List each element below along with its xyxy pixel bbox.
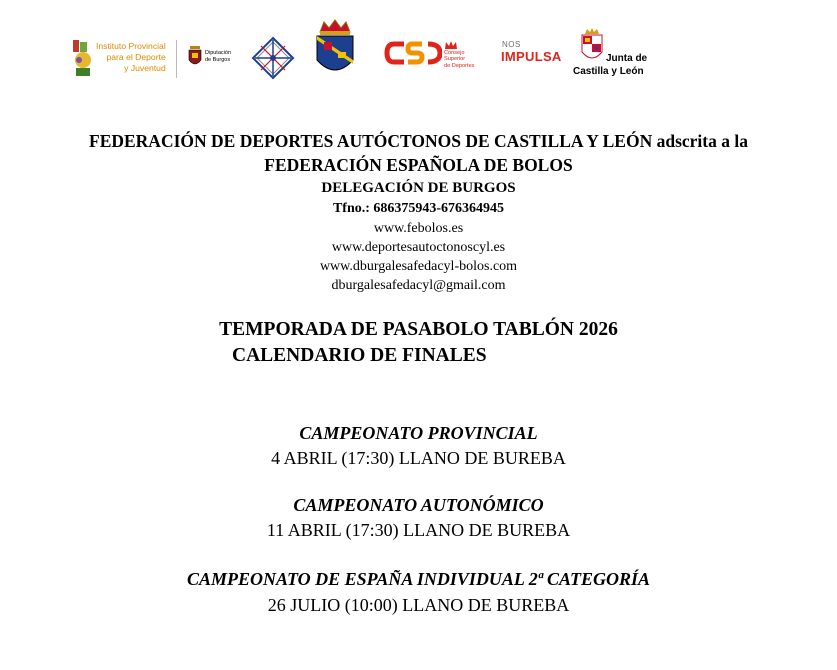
diputacion-burgos-logo <box>188 46 238 70</box>
junta-shield-icon <box>579 28 605 64</box>
phone-number: Tfno.: 686375943-676364945 <box>332 201 505 216</box>
event-name: CAMPEONATO DE ESPAÑA INDIVIDUAL 2ª CATEGORÍA <box>186 569 651 589</box>
website-febolos[interactable]: www.febolos.es <box>373 221 464 236</box>
ipdj-line2: para el Deporte <box>106 52 166 62</box>
federation-title-line1: FEDERACIÓN DE DEPORTES AUTÓCTONOS DE CASTILLA Y LEÓN adscrita a la <box>89 131 748 151</box>
junta-line2: Castilla y León <box>573 66 644 77</box>
impulsa-line1: NOS <box>502 40 521 49</box>
federation-emblem-logo <box>251 36 295 80</box>
impulsa-line2: IMPULSA <box>501 49 562 64</box>
nos-impulsa-logo <box>501 40 567 66</box>
logo-divider <box>176 40 177 78</box>
csd-logo <box>384 40 484 70</box>
season-subtitle: CALENDARIO DE FINALES <box>232 345 487 366</box>
crowned-shield-logo <box>312 18 358 80</box>
compass-star-icon <box>251 36 295 80</box>
ipdj-logo <box>70 38 178 80</box>
event-details: 4 ABRIL (17:30) LLANO DE BUREBA <box>271 448 566 468</box>
delegation-title: DELEGACIÓN DE BURGOS <box>321 180 516 196</box>
email-address[interactable]: dburgalesafedacyl@gmail.com <box>331 278 506 293</box>
ipdj-emblem-icon <box>70 38 96 78</box>
event-name: CAMPEONATO AUTONÓMICO <box>293 495 544 515</box>
season-title: TEMPORADA DE PASABOLO TABLÓN 2026 <box>219 319 618 340</box>
junta-cyl-logo <box>573 28 663 80</box>
crowned-shield-icon <box>312 18 358 80</box>
federation-title-line2: FEDERACIÓN ESPAÑOLA DE BOLOS <box>264 155 573 175</box>
crown-icon <box>444 40 458 50</box>
event-name: CAMPEONATO PROVINCIAL <box>299 423 538 443</box>
event-details: 11 ABRIL (17:30) LLANO DE BUREBA <box>266 520 571 540</box>
csd-line1: Consejo <box>444 50 465 56</box>
diputacion-line1: Diputación <box>205 50 231 56</box>
csd-mark-icon <box>384 40 442 66</box>
website-deportesautoctonos[interactable]: www.deportesautoctonoscyl.es <box>331 240 506 255</box>
diputacion-shield-icon <box>188 46 202 68</box>
csd-line2: Superior <box>444 56 466 63</box>
csd-line3: de Deportes <box>444 62 475 69</box>
ipdj-line3: y Juventud <box>124 63 166 73</box>
website-dburgalesa[interactable]: www.dburgalesafedacyl-bolos.com <box>319 259 518 274</box>
event-details: 26 JULIO (10:00) LLANO DE BUREBA <box>267 595 570 615</box>
junta-line1: Junta de <box>606 53 648 64</box>
ipdj-line1: Instituto Provincial <box>96 41 166 51</box>
diputacion-line2: de Burgos <box>205 57 231 63</box>
logo-strip <box>0 0 837 100</box>
